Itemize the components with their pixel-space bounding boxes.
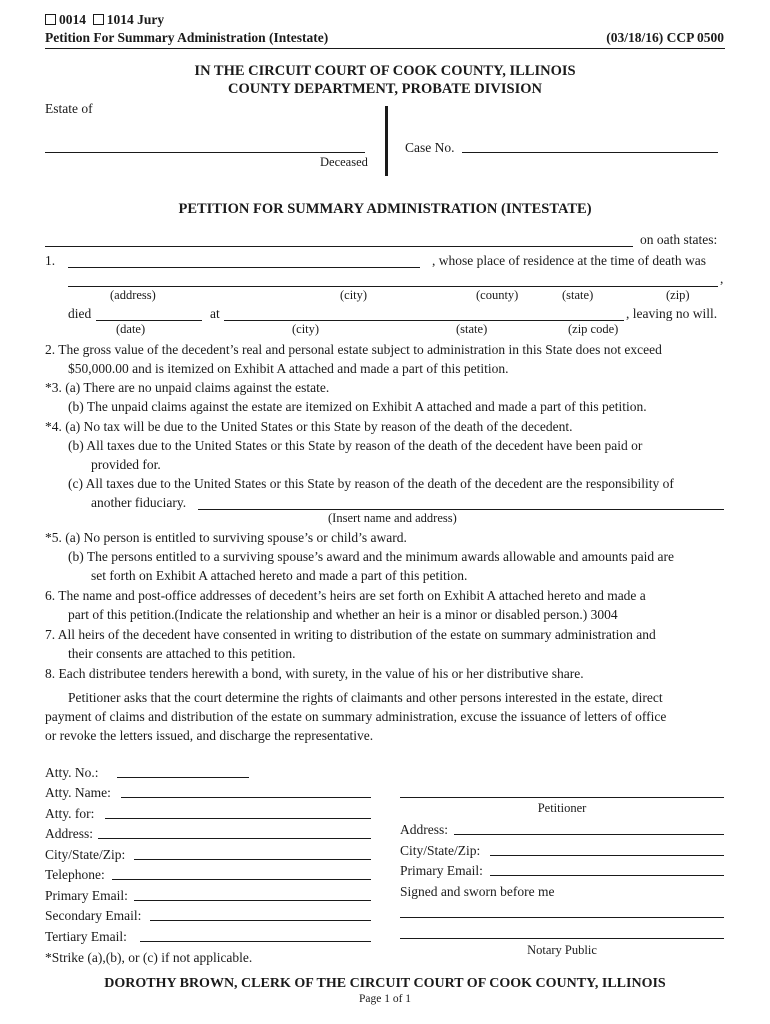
insert-name-label: (Insert name and address) <box>328 511 457 525</box>
page-number: Page 1 of 1 <box>358 993 412 1005</box>
clerk-footer: DOROTHY BROWN, CLERK OF THE CIRCUIT COURT OF COOK COUNTY, ILLINOIS <box>104 976 666 991</box>
item3a: *3. (a) There are no unpaid claims against the estate. <box>45 380 330 395</box>
item5b-line2: set forth on Exhibit A attached hereto and made a part of this petition. <box>91 568 468 583</box>
item8: 8. Each distributee tenders herewith a bond, with surety, in the value of his or her distributive share. <box>45 666 584 681</box>
sworn-date-field[interactable] <box>400 917 724 918</box>
notary-signature-field[interactable] <box>400 938 724 939</box>
form-title-header: Petition For Summary Administration (Intestate) <box>45 30 329 45</box>
code-0014: 0014 <box>59 12 86 27</box>
tertiary-email-label: Tertiary Email: <box>45 929 127 944</box>
petitioner-address-field[interactable] <box>454 834 724 835</box>
code-1014: 1014 Jury <box>106 12 165 27</box>
item4a: *4. (a) No tax will be due to the United States or this State by reason of the death of the decedent. <box>45 419 573 434</box>
item1-text: , whose place of residence at the time of death was <box>432 253 707 268</box>
petitioner-email-label: Primary Email: <box>400 863 483 878</box>
address-label: (address) <box>110 288 156 302</box>
form-codes <box>45 12 164 28</box>
secondary-email-field[interactable] <box>150 920 371 921</box>
form-code: (03/18/16) CCP 0500 <box>606 30 724 45</box>
atty-address-field[interactable] <box>98 838 371 839</box>
atty-address-label: Address: <box>45 826 93 841</box>
decedent-field[interactable] <box>68 267 420 268</box>
city-label: (city) <box>340 288 368 302</box>
signed-sworn-text: Signed and sworn before me <box>400 884 555 899</box>
item7-line1: 7. All heirs of the decedent have consented in writing to distribution of the estate on summary administration and <box>45 627 656 642</box>
notary-label: Notary Public <box>527 943 597 957</box>
item6-line2: part of this petition.(Indicate the relationship and whether an heir is a minor or disabled person.) 3004 <box>68 607 618 622</box>
petitioner-email-field[interactable] <box>490 875 724 876</box>
court-division: COUNTY DEPARTMENT, PROBATE DIVISION <box>228 81 542 97</box>
case-no-field[interactable] <box>462 152 718 153</box>
died-text: died <box>68 306 92 321</box>
item4c-line2: another fiduciary. <box>91 495 187 510</box>
petitioner-city-field[interactable] <box>490 855 724 856</box>
item4c-line1: (c) All taxes due to the United States or this State by reason of the death of the decedent are the responsibility of <box>68 476 674 491</box>
atty-name-label: Atty. Name: <box>45 785 111 800</box>
state-label: (state) <box>562 288 594 302</box>
strike-note: *Strike (a),(b), or (c) if not applicable. <box>45 950 253 965</box>
atty-city-label: City/State/Zip: <box>45 847 126 862</box>
atty-city-field[interactable] <box>134 859 371 860</box>
item5b-line1: (b) The persons entitled to a surviving spouse’s award and the minimum awards allowable and amounts paid are <box>68 549 674 564</box>
checkbox-0014[interactable] <box>45 14 56 25</box>
atty-no-label: Atty. No.: <box>45 765 99 780</box>
atty-primary-email-field[interactable] <box>134 900 371 901</box>
on-oath-text: on oath states: <box>640 232 718 247</box>
atty-name-field[interactable] <box>121 797 371 798</box>
item1-number: 1. <box>45 253 56 268</box>
petitioner-signature-field[interactable] <box>400 797 724 798</box>
atty-for-field[interactable] <box>105 818 371 819</box>
petitioner-name-field[interactable] <box>45 246 633 247</box>
zip-code-label: (zip code) <box>568 322 619 336</box>
item5a: *5. (a) No person is entitled to surviving spouse’s or child’s award. <box>45 530 407 545</box>
atty-primary-email-label: Primary Email: <box>45 888 128 903</box>
estate-of-label: Estate of <box>45 101 93 116</box>
date-label: (date) <box>116 322 146 336</box>
state-label-2: (state) <box>456 322 488 336</box>
tertiary-email-field[interactable] <box>140 941 371 942</box>
leaving-no-will-text: , leaving no will. <box>626 306 718 321</box>
telephone-label: Telephone: <box>45 867 105 882</box>
atty-for-label: Atty. for: <box>45 806 95 821</box>
secondary-email-label: Secondary Email: <box>45 908 142 923</box>
checkbox-1014[interactable] <box>93 14 104 25</box>
at-text: at <box>210 306 220 321</box>
item7-line2: their consents are attached to this petition. <box>68 646 296 661</box>
petitioner-address-label: Address: <box>400 822 448 837</box>
caption-divider <box>385 106 388 176</box>
date-of-death-field[interactable] <box>96 320 202 321</box>
decedent-name-field[interactable] <box>45 152 365 153</box>
petitioner-city-label: City/State/Zip: <box>400 843 481 858</box>
item6-line1: 6. The name and post-office addresses of decedent’s heirs are set forth on Exhibit A attached hereto and made a <box>45 588 646 603</box>
item4b-line2: provided for. <box>91 457 161 472</box>
closing-line1: Petitioner asks that the court determine the rights of claimants and other persons interested in the estate, direct <box>68 690 663 705</box>
petitioner-label: Petitioner <box>537 801 587 815</box>
comma: , <box>720 271 724 286</box>
telephone-field[interactable] <box>112 879 371 880</box>
zip-label: (zip) <box>666 288 690 302</box>
county-label: (county) <box>476 288 519 302</box>
residence-field[interactable] <box>68 286 718 287</box>
item2-line1: 2. The gross value of the decedent’s real and personal estate subject to administration in this State does not exceed <box>45 342 662 357</box>
court-name: IN THE CIRCUIT COURT OF COOK COUNTY, ILLINOIS <box>194 63 576 79</box>
atty-no-field[interactable] <box>117 777 249 778</box>
item3b: (b) The unpaid claims against the estate are itemized on Exhibit A attached and made a part of this petition. <box>68 399 647 414</box>
case-no-label: Case No. <box>405 140 455 155</box>
place-of-death-field[interactable] <box>224 320 624 321</box>
closing-line3: or revoke the letters issued, and discharge the representative. <box>45 728 374 743</box>
closing-line2: payment of claims and distribution of the estate on summary administration, excuse the issuance of letters of office <box>45 709 667 724</box>
petition-title: PETITION FOR SUMMARY ADMINISTRATION (INTESTATE) <box>178 201 592 217</box>
header-rule <box>45 48 725 49</box>
item4b-line1: (b) All taxes due to the United States or this State by reason of the death of the decedent have been paid or <box>68 438 643 453</box>
item2-line2: $50,000.00 and is itemized on Exhibit A attached and made a part of this petition. <box>68 361 509 376</box>
city-label-2: (city) <box>292 322 320 336</box>
deceased-label: Deceased <box>320 155 368 169</box>
fiduciary-field[interactable] <box>198 509 724 510</box>
